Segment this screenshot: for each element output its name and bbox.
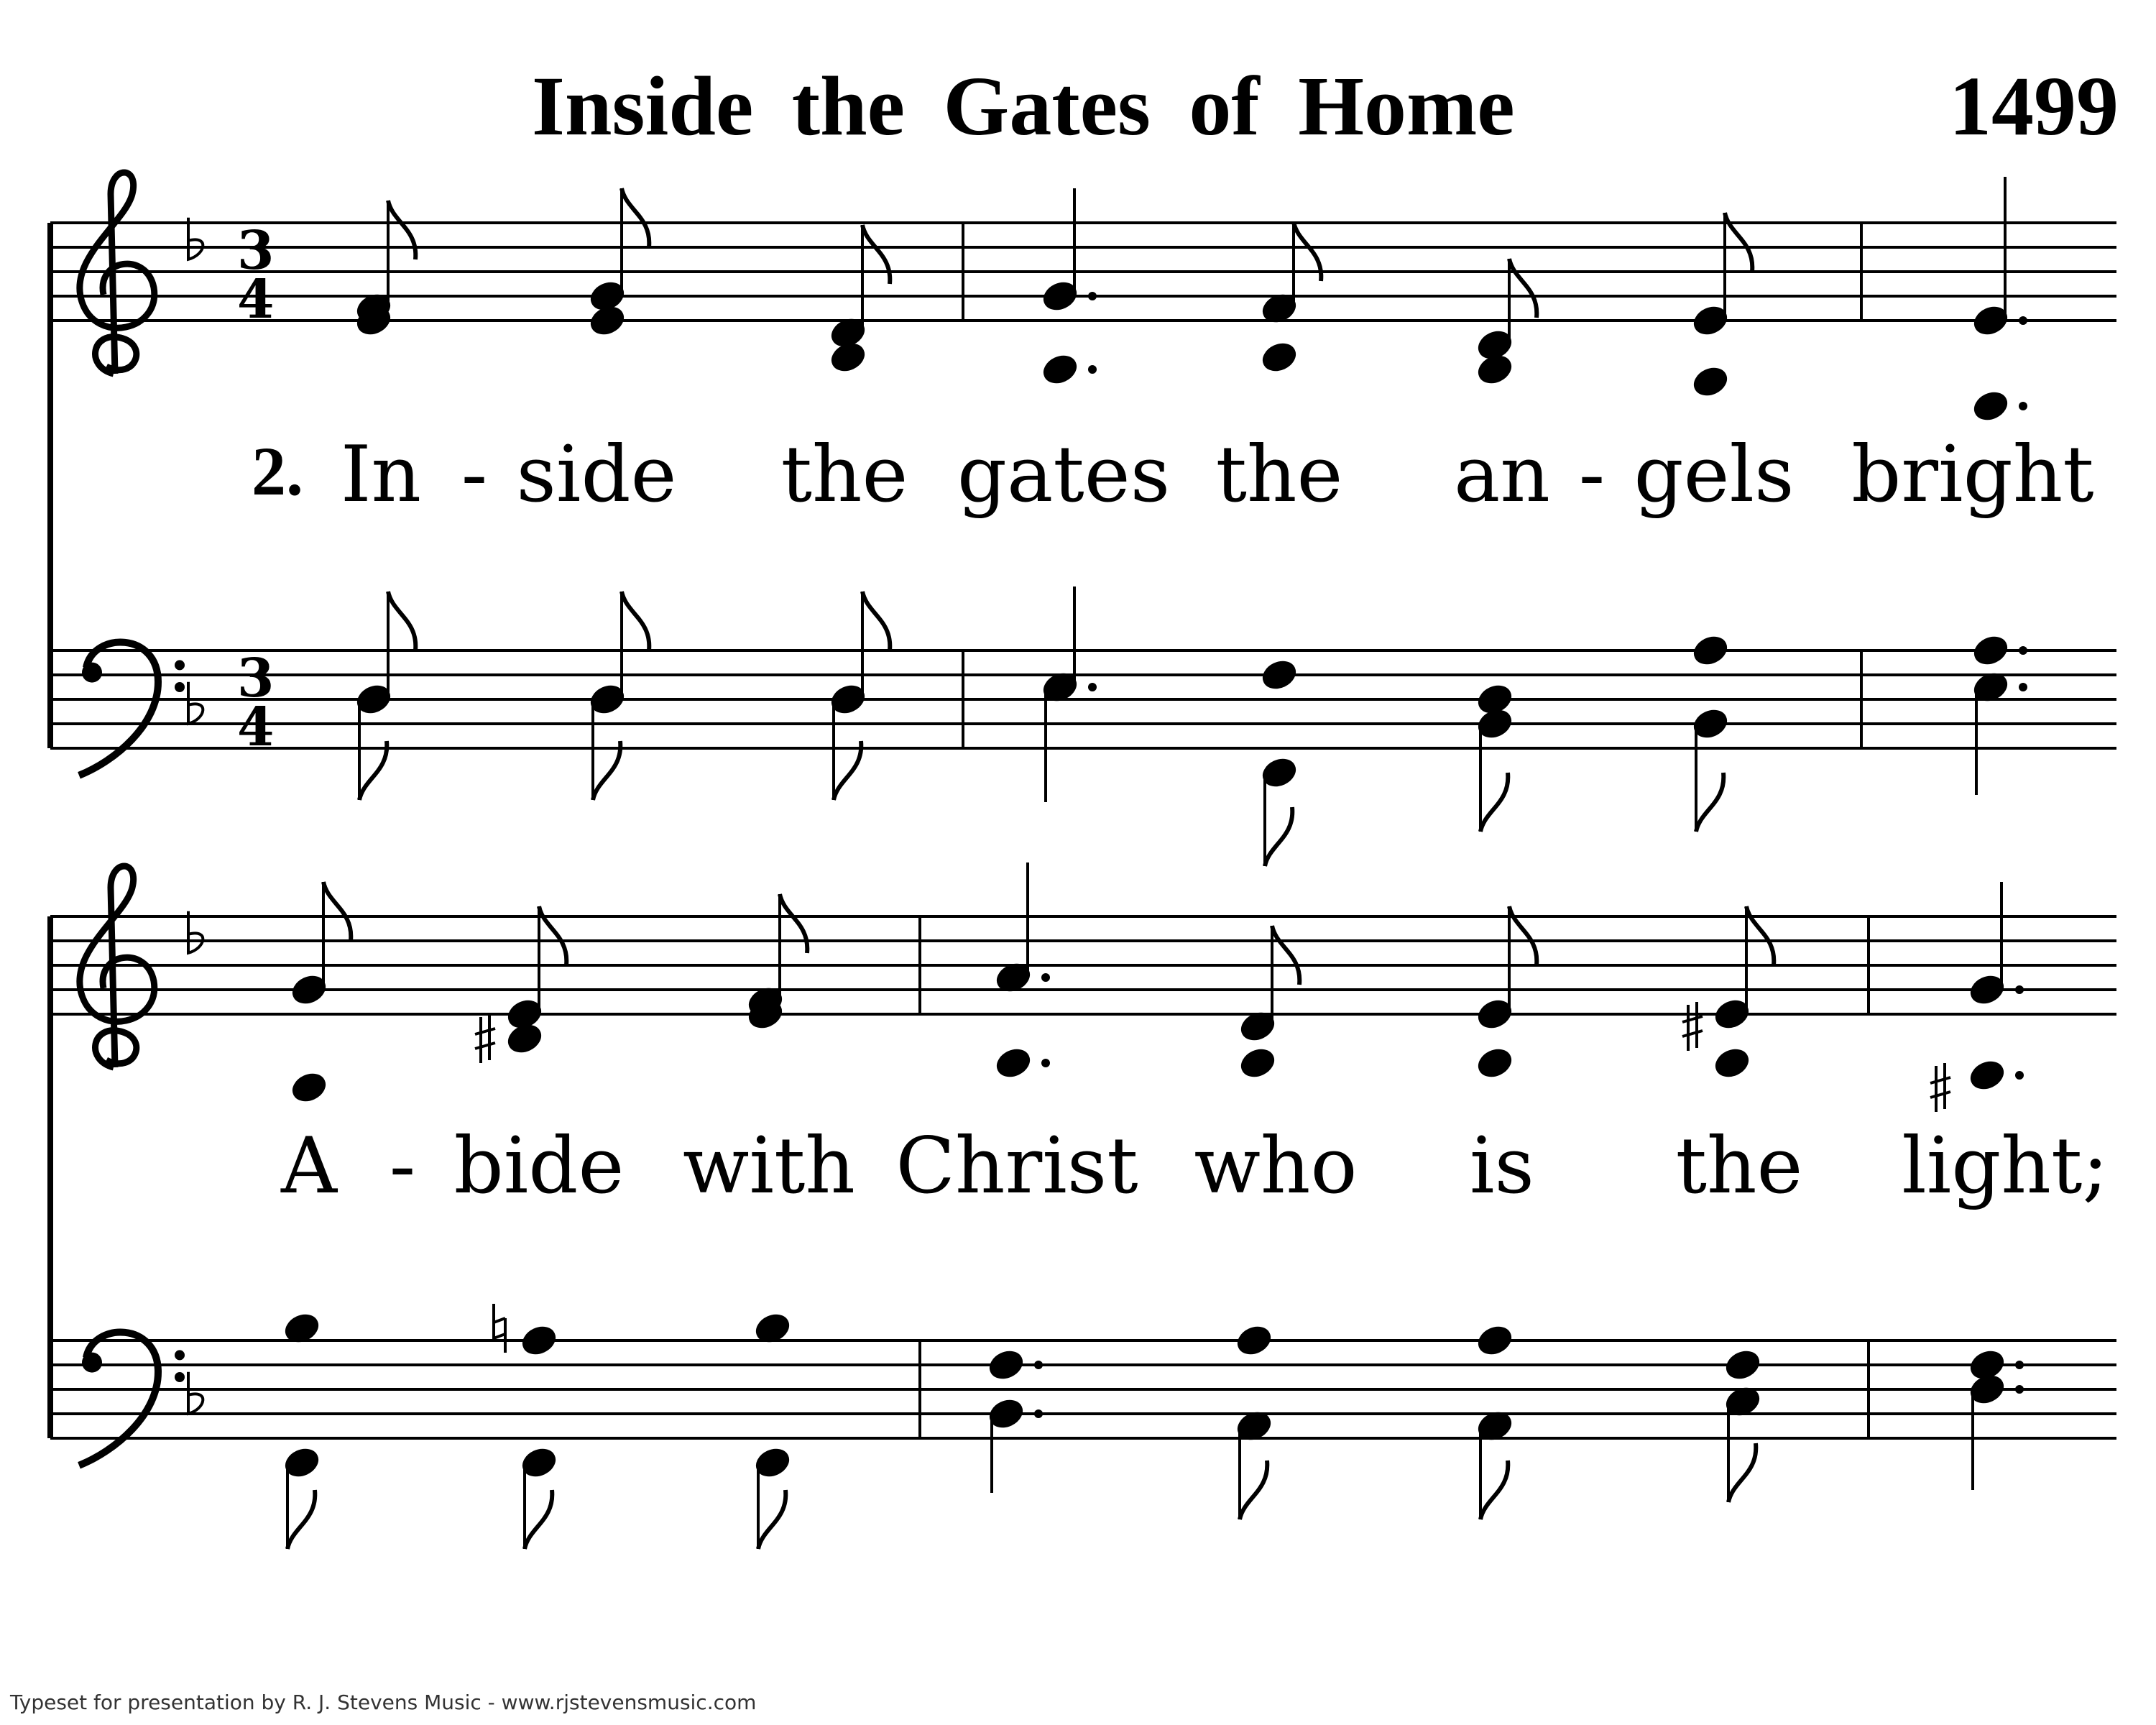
note-head	[1475, 352, 1514, 387]
augmentation-dot	[2019, 646, 2027, 655]
note-head	[1971, 389, 2009, 423]
lyric-syllable: who	[1194, 1121, 1358, 1211]
note-head	[1713, 1046, 1751, 1080]
lyric-syllable: A	[281, 1121, 337, 1211]
note-head	[1041, 352, 1079, 387]
bass-clef-dot	[175, 682, 185, 692]
note-flag	[834, 741, 861, 800]
verse-number: 2.	[252, 433, 303, 510]
augmentation-dot	[1088, 292, 1097, 300]
sharp-accidental	[475, 1014, 495, 1063]
lyric-syllable: the	[780, 430, 908, 520]
note-flag	[287, 1490, 315, 1549]
note-head	[829, 340, 867, 374]
lyric-syllable: bide	[453, 1121, 625, 1211]
lyric-syllable: side	[516, 430, 677, 520]
note-head	[1971, 633, 2009, 668]
note-flag	[780, 894, 807, 953]
note-flag	[1240, 1460, 1267, 1519]
note-head	[505, 1021, 543, 1056]
augmentation-dot	[2015, 985, 2024, 994]
time-signature-top: 3	[237, 648, 275, 709]
note-flag	[525, 1490, 552, 1549]
note-head	[987, 1348, 1025, 1382]
note-head	[1475, 1323, 1514, 1358]
augmentation-dot	[1041, 973, 1050, 982]
lyric-syllable: light;	[1902, 1121, 2109, 1211]
note-flag	[862, 225, 890, 284]
lyric-hyphen: -	[389, 1121, 416, 1211]
note-head	[588, 303, 626, 338]
note-flag	[1696, 773, 1723, 832]
sharp-accidental	[1682, 1002, 1703, 1051]
natural-accidental	[494, 1304, 505, 1353]
sharp-accidental	[1930, 1063, 1950, 1112]
note-head	[1691, 633, 1729, 668]
note-flag	[1509, 259, 1537, 318]
lyric-syllable: Christ	[895, 1121, 1138, 1211]
lyric-hyphen: -	[461, 430, 488, 520]
bass-clef-dot	[175, 1372, 185, 1382]
augmentation-dot	[1041, 1059, 1050, 1067]
note-flag	[323, 882, 351, 941]
bass-clef-dot	[175, 660, 185, 670]
note-flag	[622, 188, 649, 247]
lyric-syllable: bright	[1851, 430, 2094, 520]
augmentation-dot	[1034, 1361, 1043, 1369]
footer-credit: Typeset for presentation by R. J. Stevens Music - www.rjstevensmusic.com	[10, 1690, 757, 1714]
lyric-hyphen: -	[1578, 430, 1606, 520]
augmentation-dot	[1088, 683, 1097, 691]
note-flag	[758, 1490, 786, 1549]
note-head	[520, 1323, 558, 1358]
note-flag	[388, 201, 415, 259]
note-flag	[388, 592, 415, 650]
flat-accidental	[188, 682, 203, 724]
augmentation-dot	[1034, 1409, 1043, 1418]
time-signature-bottom: 4	[237, 269, 275, 331]
augmentation-dot	[2015, 1071, 2024, 1080]
note-head	[290, 1070, 328, 1105]
lyric-syllable: the	[1675, 1121, 1803, 1211]
note-head	[994, 1046, 1032, 1080]
note-head	[1723, 1348, 1761, 1382]
note-flag	[1265, 807, 1292, 866]
note-flag	[622, 592, 649, 650]
bass-clef	[79, 1332, 158, 1465]
lyric-syllable: is	[1470, 1121, 1534, 1211]
augmentation-dot	[1088, 365, 1097, 374]
note-flag	[1480, 1460, 1508, 1519]
flat-accidental	[188, 1372, 203, 1414]
note-flag	[359, 741, 387, 800]
note-head	[1238, 1046, 1276, 1080]
lyric-syllable: In	[340, 430, 422, 520]
lyric-syllable: gates	[957, 430, 1171, 520]
bass-clef-dot	[175, 1350, 185, 1360]
augmentation-dot	[2019, 402, 2027, 410]
augmentation-dot	[2019, 683, 2027, 691]
augmentation-dot	[2019, 316, 2027, 325]
note-head	[1968, 1058, 2006, 1092]
note-flag	[1272, 926, 1299, 985]
hymn-title: Inside the Gates of Home	[532, 59, 1515, 153]
note-flag	[862, 592, 890, 650]
lyric-syllable: gels	[1634, 430, 1795, 520]
time-signature-top: 3	[237, 220, 275, 282]
note-flag	[593, 741, 620, 800]
note-head	[1475, 1046, 1514, 1080]
lyric-syllable: with	[683, 1121, 855, 1211]
note-flag	[1728, 1443, 1756, 1502]
note-flag	[1480, 773, 1508, 832]
augmentation-dot	[2015, 1361, 2024, 1369]
note-head	[1260, 658, 1298, 692]
augmentation-dot	[2015, 1385, 2024, 1394]
bass-clef	[79, 642, 158, 775]
time-signature-bottom: 4	[237, 696, 275, 758]
note-head	[1235, 1323, 1273, 1358]
note-head	[1691, 364, 1729, 399]
lyric-syllable: the	[1215, 430, 1343, 520]
hymn-number: 1499	[1949, 59, 2119, 153]
note-head	[1260, 340, 1298, 374]
lyric-syllable: an	[1454, 430, 1550, 520]
